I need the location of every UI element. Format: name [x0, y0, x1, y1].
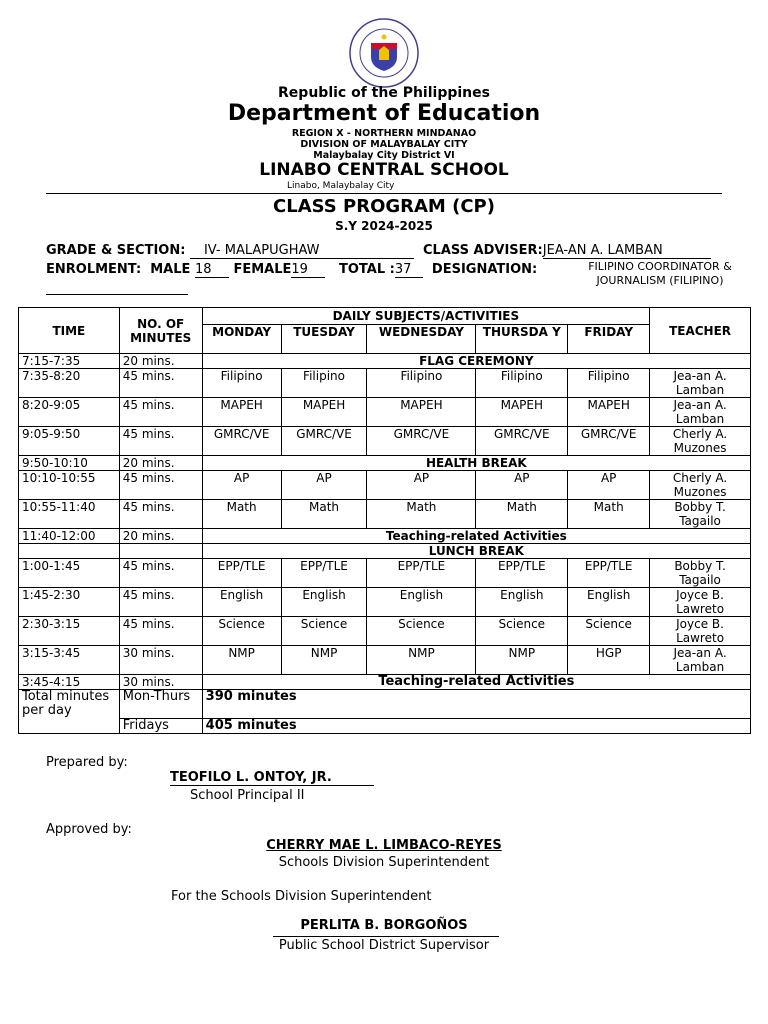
header-divider: [46, 193, 722, 194]
male-value: 18: [195, 262, 229, 278]
subject-cell: English: [568, 588, 650, 617]
subject-cell: EPP/TLE: [202, 559, 281, 588]
header-minutes: NO. OF MINUTES: [119, 308, 202, 354]
activity-span-cell: HEALTH BREAK: [202, 456, 750, 471]
table-row: [19, 559, 751, 588]
table-row: [19, 500, 751, 529]
subject-cell: Filipino: [568, 369, 650, 398]
activity-span-cell: Teaching-related Activities: [202, 675, 750, 690]
subject-cell: MAPEH: [281, 398, 367, 427]
minutes-cell: [119, 544, 202, 559]
minutes-cell: 45 mins.: [119, 427, 202, 456]
adviser-label: CLASS ADVISER:: [423, 243, 543, 258]
approved-title: Schools Division Superintendent: [278, 855, 490, 870]
table-row: [19, 398, 751, 427]
activity-span-cell: FLAG CEREMONY: [202, 354, 750, 369]
minutes-cell: 45 mins.: [119, 500, 202, 529]
female-label: FEMALE: [233, 262, 292, 277]
school-address: Linabo, Malaybalay City: [287, 181, 395, 191]
header-daily: DAILY SUBJECTS/ACTIVITIES: [202, 308, 649, 325]
country-line: Republic of the Philippines: [278, 85, 490, 101]
approved-label: Approved by:: [46, 822, 132, 837]
activity-span-cell: LUNCH BREAK: [202, 544, 750, 559]
table-row: [19, 544, 751, 559]
minutes-cell: 45 mins.: [119, 471, 202, 500]
subject-cell: Filipino: [202, 369, 281, 398]
header-wednesday: WEDNESDAY: [367, 325, 476, 354]
designation-label: DESIGNATION:: [431, 262, 538, 277]
fridays-label: Fridays: [119, 719, 202, 734]
subject-cell: Math: [476, 500, 568, 529]
male-label: MALE: [150, 262, 191, 277]
grade-label: GRADE & SECTION: [46, 243, 181, 258]
subject-cell: AP: [568, 471, 650, 500]
subject-cell: Science: [202, 617, 281, 646]
blank-underline: [46, 294, 188, 295]
approved-name: CHERRY MAE L. LIMBACO-REYES: [266, 838, 502, 853]
document-title: CLASS PROGRAM (CP): [273, 196, 495, 217]
subject-cell: NMP: [202, 646, 281, 675]
teacher-cell: Jea-an A. Lamban: [650, 398, 751, 427]
table-row: [19, 427, 751, 456]
time-cell: 8:20-9:05: [19, 398, 120, 427]
subject-cell: Science: [281, 617, 367, 646]
teacher-cell: Cherly A. Muzones: [650, 427, 751, 456]
subject-cell: Math: [367, 500, 476, 529]
subject-cell: AP: [476, 471, 568, 500]
subject-cell: GMRC/VE: [367, 427, 476, 456]
time-cell: 7:15-7:35: [19, 354, 120, 369]
teacher-cell: Joyce B. Lawreto: [650, 588, 751, 617]
total-minutes-label: Total minutes per day: [19, 690, 120, 734]
minutes-cell: 45 mins.: [119, 559, 202, 588]
minutes-cell: 45 mins.: [119, 617, 202, 646]
subject-cell: Science: [476, 617, 568, 646]
time-cell: 11:40-12:00: [19, 529, 120, 544]
header-time: TIME: [19, 308, 120, 354]
subject-cell: Filipino: [281, 369, 367, 398]
minutes-cell: 20 mins.: [119, 529, 202, 544]
subject-cell: Science: [568, 617, 650, 646]
division-line: DIVISION OF MALAYBALAY CITY: [300, 139, 468, 150]
total-value: 37: [395, 262, 423, 278]
time-cell: 10:55-11:40: [19, 500, 120, 529]
teacher-cell: Jea-an A. Lamban: [650, 369, 751, 398]
table-row: [19, 675, 751, 690]
activity-span-cell: Teaching-related Activities: [202, 529, 750, 544]
minutes-cell: 20 mins.: [119, 354, 202, 369]
subject-cell: NMP: [281, 646, 367, 675]
subject-cell: EPP/TLE: [568, 559, 650, 588]
subject-cell: Math: [202, 500, 281, 529]
minutes-cell: 30 mins.: [119, 646, 202, 675]
minutes-cell: 20 mins.: [119, 456, 202, 471]
grade-section-row: GRADE & SECTION: IV- MALAPUGHAW: [46, 243, 414, 259]
subject-cell: EPP/TLE: [476, 559, 568, 588]
prepared-label: Prepared by:: [46, 755, 128, 770]
subject-cell: English: [367, 588, 476, 617]
total-label: TOTAL :: [338, 262, 395, 277]
mon-thurs-label: Mon-Thurs: [119, 690, 202, 719]
female-value: 19: [291, 262, 325, 278]
minutes-cell: 30 mins.: [119, 675, 202, 690]
deped-seal-icon: [349, 18, 419, 88]
subject-cell: MAPEH: [202, 398, 281, 427]
designation-line-2: JOURNALISM (FILIPINO): [596, 274, 724, 287]
subject-cell: English: [476, 588, 568, 617]
table-row: [19, 617, 751, 646]
time-cell: 3:15-3:45: [19, 646, 120, 675]
header-monday: MONDAY: [202, 325, 281, 354]
teacher-cell: Joyce B. Lawreto: [650, 617, 751, 646]
table-row: [19, 369, 751, 398]
class-program-table: [18, 307, 751, 734]
for-name: PERLITA B. BORGOÑOS: [300, 918, 468, 933]
for-name-underline: [273, 936, 499, 937]
region-line: REGION X - NORTHERN MINDANAO: [291, 128, 477, 139]
subject-cell: Filipino: [476, 369, 568, 398]
district-line: Malaybalay City District VI: [313, 150, 455, 161]
teacher-cell: Jea-an A. Lamban: [650, 646, 751, 675]
fridays-total: 405 minutes: [202, 719, 750, 734]
subject-cell: Filipino: [367, 369, 476, 398]
table-row: [19, 354, 751, 369]
adviser-row: [423, 243, 711, 259]
table-row: [19, 646, 751, 675]
time-cell: 1:45-2:30: [19, 588, 120, 617]
adviser-value: JEA-AN A. LAMBAN: [543, 243, 711, 259]
department-title: Department of Education: [227, 101, 541, 126]
table-row: [19, 456, 751, 471]
teacher-cell: Bobby T. Tagailo: [650, 500, 751, 529]
mon-thurs-total: 390 minutes: [202, 690, 750, 719]
subject-cell: HGP: [568, 646, 650, 675]
subject-cell: NMP: [367, 646, 476, 675]
time-cell: 3:45-4:15: [19, 675, 120, 690]
time-cell: 10:10-10:55: [19, 471, 120, 500]
prepared-name: TEOFILO L. ONTOY, JR.: [170, 770, 374, 786]
prepared-title: School Principal II: [190, 788, 305, 803]
subject-cell: NMP: [476, 646, 568, 675]
time-cell: 9:05-9:50: [19, 427, 120, 456]
subject-cell: Math: [568, 500, 650, 529]
time-cell: 2:30-3:15: [19, 617, 120, 646]
subject-cell: AP: [367, 471, 476, 500]
for-label: For the Schools Division Superintendent: [171, 889, 432, 904]
teacher-cell: Bobby T. Tagailo: [650, 559, 751, 588]
table-row: [19, 471, 751, 500]
table-row: [19, 588, 751, 617]
subject-cell: EPP/TLE: [281, 559, 367, 588]
time-cell: 7:35-8:20: [19, 369, 120, 398]
subject-cell: English: [281, 588, 367, 617]
designation-line-1: FILIPINO COORDINATOR &: [588, 260, 732, 273]
subject-cell: GMRC/VE: [568, 427, 650, 456]
subject-cell: AP: [281, 471, 367, 500]
time-cell: 9:50-10:10: [19, 456, 120, 471]
enrolment-label: ENROLMENT:: [46, 262, 142, 277]
school-year: S.Y 2024-2025: [335, 219, 433, 233]
subject-cell: Science: [367, 617, 476, 646]
teacher-cell: Cherly A. Muzones: [650, 471, 751, 500]
grade-value: IV- MALAPUGHAW: [190, 243, 414, 259]
subject-cell: Math: [281, 500, 367, 529]
minutes-cell: 45 mins.: [119, 398, 202, 427]
subject-cell: GMRC/VE: [202, 427, 281, 456]
minutes-cell: 45 mins.: [119, 588, 202, 617]
subject-cell: MAPEH: [568, 398, 650, 427]
subject-cell: AP: [202, 471, 281, 500]
for-title: Public School District Supervisor: [278, 938, 490, 953]
minutes-cell: 45 mins.: [119, 369, 202, 398]
time-cell: [19, 544, 120, 559]
subject-cell: EPP/TLE: [367, 559, 476, 588]
table-row: [19, 529, 751, 544]
subject-cell: MAPEH: [476, 398, 568, 427]
subject-cell: MAPEH: [367, 398, 476, 427]
subject-cell: English: [202, 588, 281, 617]
enrolment-row: [46, 262, 537, 278]
subject-cell: GMRC/VE: [476, 427, 568, 456]
header-thursday: THURSDA Y: [476, 325, 568, 354]
header-tuesday: TUESDAY: [281, 325, 367, 354]
time-cell: 1:00-1:45: [19, 559, 120, 588]
school-name: LINABO CENTRAL SCHOOL: [259, 160, 509, 180]
header-friday: FRIDAY: [568, 325, 650, 354]
subject-cell: GMRC/VE: [281, 427, 367, 456]
designation-value: [578, 260, 742, 288]
header-teacher: TEACHER: [650, 308, 751, 354]
